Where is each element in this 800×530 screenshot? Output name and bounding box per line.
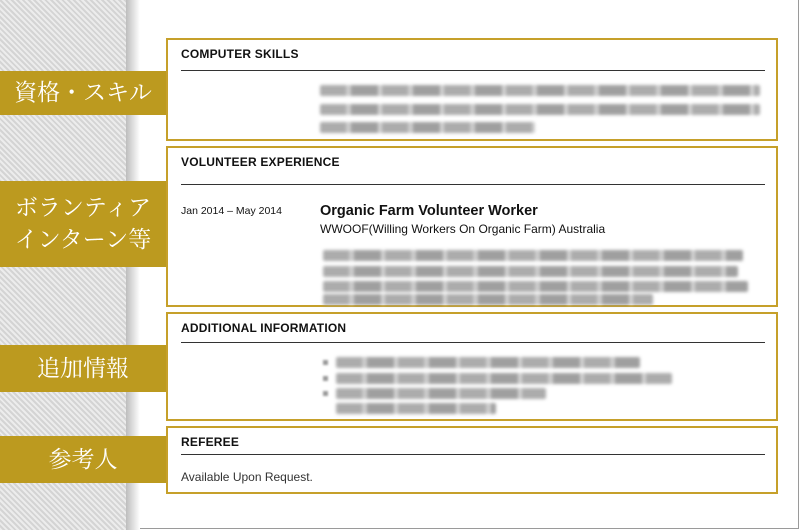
redacted-text-line: [323, 266, 738, 277]
label-referee: 参考人: [0, 436, 166, 483]
label-additional: 追加情報: [0, 345, 166, 392]
redacted-text-line: [323, 294, 653, 305]
section-title: VOLUNTEER EXPERIENCE: [181, 155, 340, 169]
divider: [181, 342, 765, 343]
date-range: Jan 2014 – May 2014: [181, 205, 282, 217]
redacted-text-line: [320, 85, 760, 96]
redacted-text-line: [323, 250, 743, 261]
bullet-icon: [323, 391, 328, 396]
divider: [181, 454, 765, 455]
divider: [181, 184, 765, 185]
position-title: Organic Farm Volunteer Worker: [320, 203, 538, 219]
divider: [181, 70, 765, 71]
redacted-text-line: [336, 403, 496, 414]
section-volunteer-experience: [166, 146, 778, 307]
redacted-text-line: [336, 357, 640, 368]
redacted-text-line: [336, 373, 672, 384]
bullet-icon: [323, 360, 328, 365]
organization-name: WWOOF(Willing Workers On Organic Farm) Australia: [320, 222, 606, 236]
label-volunteer: ボランティア インターン等: [0, 181, 166, 267]
referee-text: Available Upon Request.: [181, 470, 313, 484]
section-title: ADDITIONAL INFORMATION: [181, 321, 347, 335]
redacted-text-line: [320, 104, 760, 115]
redacted-text-line: [320, 122, 535, 133]
section-additional-information: [166, 312, 778, 421]
section-referee: [166, 426, 778, 494]
section-title: COMPUTER SKILLS: [181, 47, 299, 61]
redacted-text-line: [336, 388, 546, 399]
bullet-icon: [323, 376, 328, 381]
section-computer-skills: [166, 38, 778, 141]
redacted-text-line: [323, 281, 748, 292]
section-title: REFEREE: [181, 435, 240, 449]
label-skills: 資格・スキル: [0, 71, 166, 115]
